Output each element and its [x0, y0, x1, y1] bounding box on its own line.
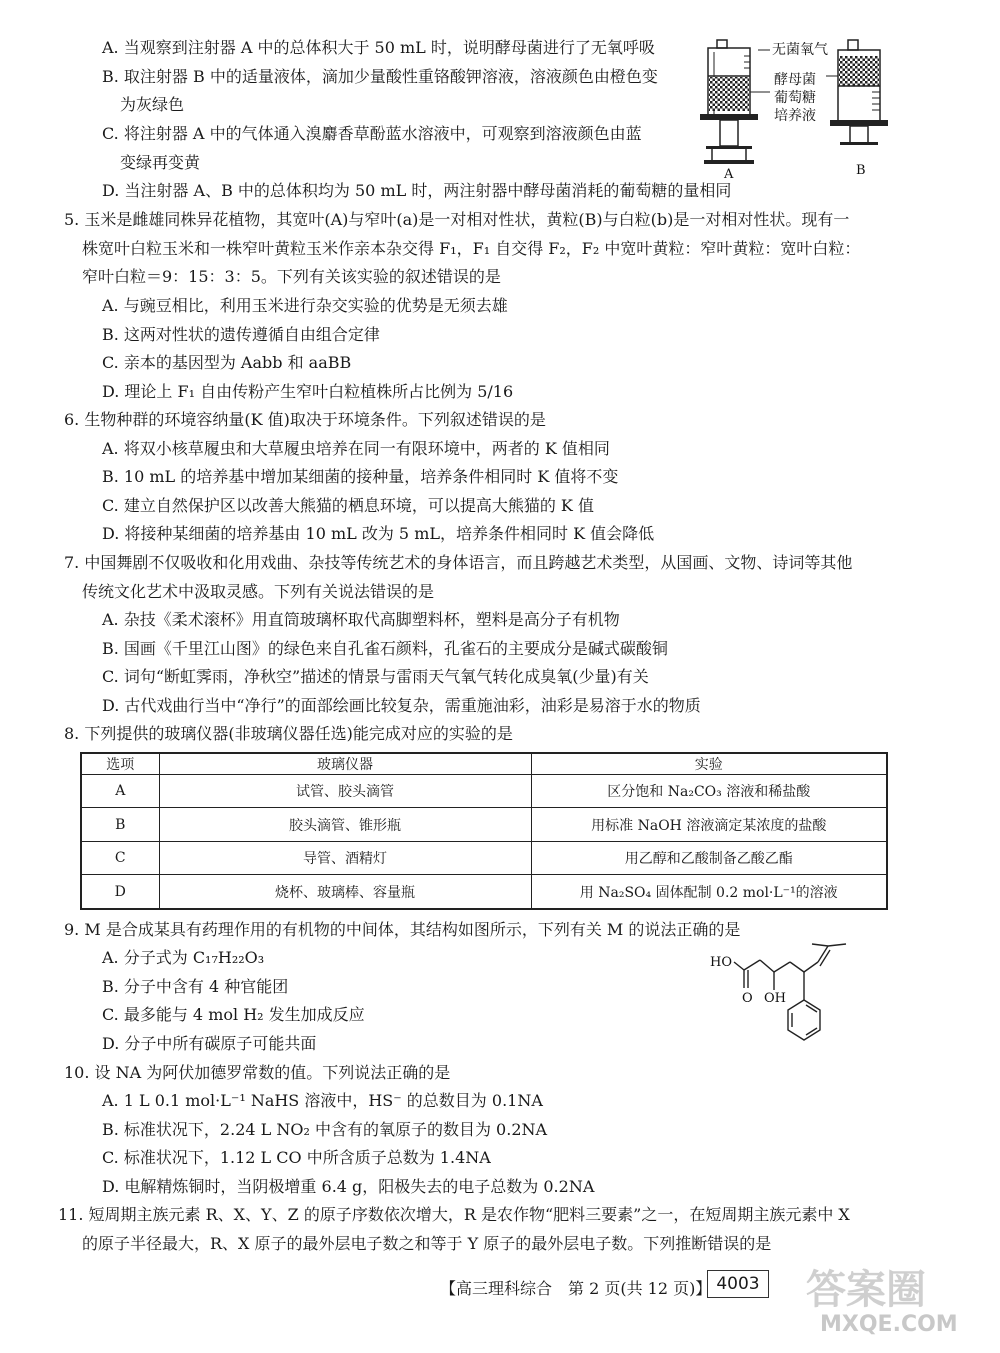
q10-option-a: A. 1 L 0.1 mol·L⁻¹ NaHS 溶液中，HS⁻ 的总数目为 0.1NA	[102, 1091, 543, 1110]
q11-stem-2: 的原子半径最大，R、X 原子的最外层电子数之和等于 Y 原子的最外层电子数。下列推断错误的是	[82, 1234, 772, 1253]
q5-stem-2: 株宽叶白粒玉米和一株窄叶黄粒玉米作亲本杂交得 F₁，F₁ 自交得 F₂，F₂ 中宽叶黄粒：窄叶黄粒：宽叶白粒：	[82, 239, 861, 258]
q5-option-c: C. 亲本的基因型为 Aabb 和 aaBB	[102, 353, 352, 372]
cell-glassware: 试管、胶头滴管	[159, 775, 531, 808]
cell-option: C	[81, 841, 159, 874]
cell-option: A	[81, 775, 159, 808]
table-row	[81, 775, 887, 808]
cell-experiment: 用标准 NaOH 溶液滴定某浓度的盐酸	[531, 808, 887, 841]
struct-ho: HO	[710, 955, 732, 970]
cell-option: D	[81, 875, 159, 909]
cell-glassware: 胶头滴管、锥形瓶	[159, 808, 531, 841]
q10-option-b: B. 标准状况下，2.24 L NO₂ 中含有的氧原子的数目为 0.2NA	[102, 1120, 548, 1139]
q8-stem: 8. 下列提供的玻璃仪器(非玻璃仪器任选)能完成对应的实验的是	[64, 724, 513, 743]
q7-option-b: B. 国画《千里江山图》的绿色来自孔雀石颜料，孔雀石的主要成分是碱式碳酸铜	[102, 639, 668, 658]
table-row	[81, 841, 887, 874]
q9-option-b: B. 分子中含有 4 种官能团	[102, 977, 289, 996]
q5-stem-1: 5. 玉米是雌雄同株异花植物，其宽叶(A)与窄叶(a)是一对相对性状，黄粒(B)与白粒(b)是一对相对性状。现有一	[64, 210, 850, 229]
q9-option-a: A. 分子式为 C₁₇H₂₂O₃	[102, 948, 265, 967]
watermark-site: MXQE.COM	[820, 1312, 958, 1337]
header-glassware: 玻璃仪器	[159, 753, 531, 775]
table-row	[81, 875, 887, 909]
q10-stem: 10. 设 NA 为阿伏加德罗常数的值。下列说法正确的是	[64, 1063, 451, 1082]
q6-stem: 6. 生物种群的环境容纳量(K 值)取决于环境条件。下列叙述错误的是	[64, 410, 546, 429]
cell-experiment: 用乙醇和乙酸制备乙酸乙酯	[531, 841, 887, 874]
q10-option-c: C. 标准状况下，1.12 L CO 中所含质子总数为 1.4NA	[102, 1148, 491, 1167]
label-syringe-a: A	[724, 167, 734, 182]
q4-option-b-cont: 为灰绿色	[120, 95, 185, 114]
label-yeast: 酵母菌	[774, 72, 816, 88]
syringe-a	[700, 40, 758, 164]
header-option: 选项	[81, 753, 159, 775]
paper-code: 4003	[707, 1270, 769, 1298]
q9-option-c: C. 最多能与 4 mol H₂ 发生加成反应	[102, 1005, 365, 1024]
q6-option-c: C. 建立自然保护区以改善大熊猫的栖息环境，可以提高大熊猫的 K 值	[102, 496, 594, 515]
q6-option-a: A. 将双小核草履虫和大草履虫培养在同一有限环境中，两者的 K 值相同	[102, 439, 610, 458]
q7-stem-2: 传统文化艺术中汲取灵感。下列有关说法错误的是	[82, 582, 435, 601]
molecule-m-structure	[706, 940, 856, 1070]
label-syringe-b: B	[856, 163, 866, 178]
q9-option-d: D. 分子中所有碳原子可能共面	[102, 1034, 317, 1053]
q4-option-d: D. 当注射器 A、B 中的总体积均为 50 mL 时，两注射器中酵母菌消耗的葡萄糖的量相同	[102, 181, 732, 200]
struct-oh: OH	[764, 991, 786, 1006]
page-footer: 【高三理科综合 第 2 页(共 12 页)】	[440, 1279, 712, 1298]
experiment-table	[80, 752, 888, 910]
q4-option-b: B. 取注射器 B 中的适量液体，滴加少量酸性重铬酸钾溶液，溶液颜色由橙色变	[102, 67, 658, 86]
syringe-b	[830, 40, 888, 145]
q11-stem-1: 11. 短周期主族元素 R、X、Y、Z 的原子序数依次增大，R 是农作物“肥料三要素”之一，在短周期主族元素中 X	[58, 1205, 850, 1224]
q5-option-b: B. 这两对性状的遗传遵循自由组合定律	[102, 325, 380, 344]
q4-option-c-cont: 变绿再变黄	[120, 153, 201, 172]
q7-option-c: C. 词句“断虹霁雨，净秋空”描述的情景与雷雨天气氧气转化成臭氧(少量)有关	[102, 667, 649, 686]
label-glucose: 葡萄糖	[774, 90, 816, 106]
label-medium: 培养液	[774, 108, 816, 124]
q5-option-a: A. 与豌豆相比，利用玉米进行杂交实验的优势是无须去雄	[102, 296, 508, 315]
cell-glassware: 导管、酒精灯	[159, 841, 531, 874]
watermark-brand: 答案圈	[806, 1267, 926, 1313]
q6-option-b: B. 10 mL 的培养基中增加某细菌的接种量，培养条件相同时 K 值将不变	[102, 467, 619, 486]
header-experiment: 实验	[531, 753, 887, 775]
cell-option: B	[81, 808, 159, 841]
q4-option-a: A. 当观察到注射器 A 中的总体积大于 50 mL 时，说明酵母菌进行了无氧呼吸	[102, 38, 655, 57]
q5-stem-3: 窄叶白粒＝9：15：3：5。下列有关该实验的叙述错误的是	[82, 267, 501, 286]
table-header-row	[81, 753, 887, 775]
syringe-figure	[700, 36, 910, 186]
q7-option-d: D. 古代戏曲行当中“净行”的面部绘画比较复杂，需重施油彩，油彩是易溶于水的物质	[102, 696, 701, 715]
label-sterile-oxygen: 无菌氧气	[772, 42, 828, 58]
q5-option-d: D. 理论上 F₁ 自由传粉产生窄叶白粒植株所占比例为 5/16	[102, 382, 514, 401]
q10-option-d: D. 电解精炼铜时，当阴极增重 6.4 g，阳极失去的电子总数为 0.2NA	[102, 1177, 595, 1196]
q6-option-d: D. 将接种某细菌的培养基由 10 mL 改为 5 mL，培养条件相同时 K 值会降低	[102, 524, 655, 543]
q7-option-a: A. 杂技《柔术滚杯》用直筒玻璃杯取代高脚塑料杯，塑料是高分子有机物	[102, 610, 620, 629]
q7-stem-1: 7. 中国舞剧不仅吸收和化用戏曲、杂技等传统艺术的身体语言，而且跨越艺术类型，从国画、文物、诗词等其他	[64, 553, 853, 572]
cell-glassware: 烧杯、玻璃棒、容量瓶	[159, 875, 531, 909]
cell-experiment: 区分饱和 Na₂CO₃ 溶液和稀盐酸	[531, 775, 887, 808]
struct-o: O	[742, 991, 753, 1006]
cell-experiment: 用 Na₂SO₄ 固体配制 0.2 mol·L⁻¹的溶液	[531, 875, 887, 909]
q9-stem: 9. M 是合成某具有药理作用的有机物的中间体，其结构如图所示，下列有关 M 的说法正确的是	[64, 920, 741, 939]
q4-option-c: C. 将注射器 A 中的气体通入溴麝香草酚蓝水溶液中，可观察到溶液颜色由蓝	[102, 124, 642, 143]
table-row	[81, 808, 887, 841]
